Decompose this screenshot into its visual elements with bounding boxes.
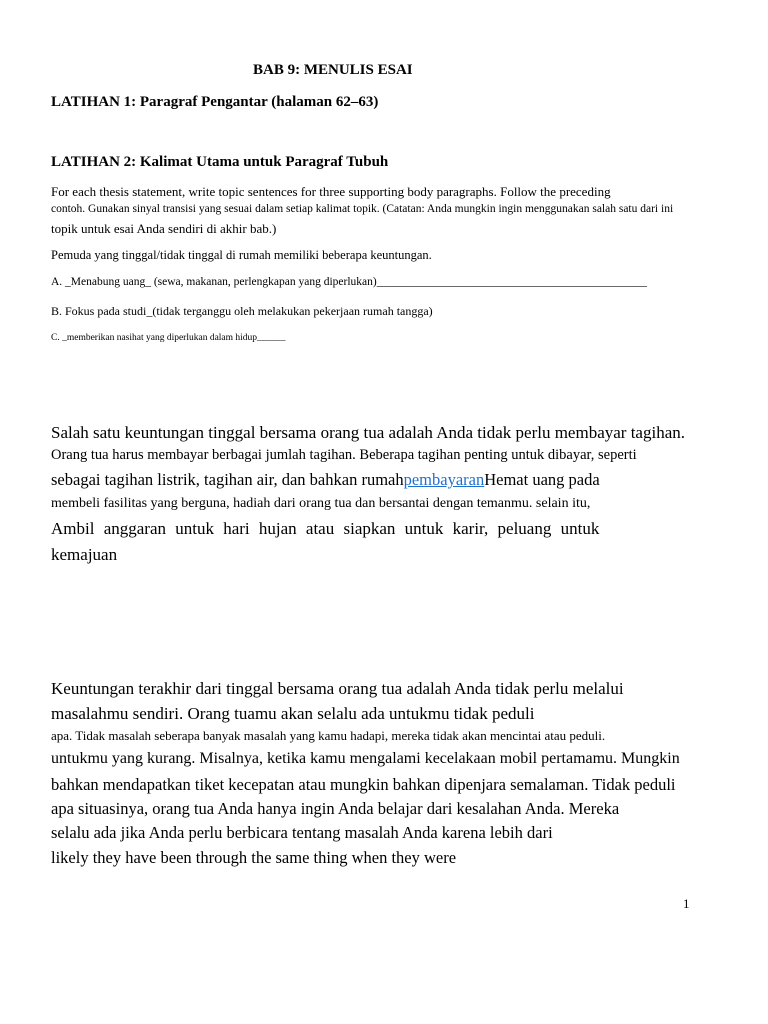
paragraph-1-line-4: membeli fasilitas yang berguna, hadiah dari orang tua dan bersantai dengan temanmu. selain itu, [51,496,591,511]
instructions-line-3: topik untuk esai Anda sendiri di akhir bab.) [51,221,277,236]
paragraph-2-line-8: likely they have been through the same thing when they were [51,848,457,867]
paragraph-1-line-3 [51,470,600,490]
paragraph-1-line-2: Orang tua harus membayar berbagai jumlah tagihan. Beberapa tagihan penting untuk dibayar, seperti [51,447,637,463]
point-c: C. _memberikan nasihat yang diperlukan dalam hidup______ [51,333,286,343]
page-number: 1 [683,896,690,911]
exercise-1-title: LATIHAN 1: Paragraf Pengantar (halaman 62–63) [51,94,379,110]
thesis-statement: Pemuda yang tinggal/tidak tinggal di rumah memiliki beberapa keuntungan. [51,248,432,262]
paragraph-2-line-4: untukmu yang kurang. Misalnya, ketika kamu mengalami kecelakaan mobil pertamamu. Mungkin [51,750,680,767]
paragraph-1-line-6: kemajuan [51,545,118,564]
exercise-2-title: LATIHAN 2: Kalimat Utama untuk Paragraf Tubuh [51,154,389,170]
instructions-line-2: contoh. Gunakan sinyal transisi yang sesuai dalam setiap kalimat topik. (Catatan: Anda mungkin ingin menggunakan salah satu dari ini [51,203,674,215]
paragraph-1-line-3-text: sebagai tagihan listrik, tagihan air, dan bahkan rumah [51,470,404,489]
pembayaran-link[interactable]: pembayaran [403,470,485,489]
chapter-title: BAB 9: MENULIS ESAI [253,62,413,78]
paragraph-1-line-1: Salah satu keuntungan tinggal bersama orang tua adalah Anda tidak perlu membayar tagihan. [51,423,685,442]
point-a: A. _Menabung uang_ (sewa, makanan, perlengkapan yang diperlukan)_______________________________________________ [51,276,647,288]
paragraph-2-line-2: masalahmu sendiri. Orang tuamu akan selalu ada untukmu tidak peduli [51,704,535,723]
paragraph-2-line-7: selalu ada jika Anda perlu berbicara tentang masalah Anda karena lebih dari [51,823,553,842]
paragraph-2-line-5: bahkan mendapatkan tiket kecepatan atau mungkin bahkan dipenjara semalaman. Tidak peduli [51,775,676,794]
paragraph-1-line-3-tail: Hemat uang pada [484,470,600,489]
paragraph-2-line-6: apa situasinya, orang tua Anda hanya ingin Anda belajar dari kesalahan Anda. Mereka [51,799,620,818]
paragraph-2-line-1: Keuntungan terakhir dari tinggal bersama orang tua adalah Anda tidak perlu melalui [51,679,624,698]
paragraph-2-line-3: apa. Tidak masalah seberapa banyak masalah yang kamu hadapi, mereka tidak akan mencintai atau peduli. [51,728,606,743]
instructions-line-1: For each thesis statement, write topic sentences for three supporting body paragraphs. Follow the preceding [51,184,611,199]
point-b: B. Fokus pada studi_(tidak terganggu oleh melakukan pekerjaan rumah tangga) [51,304,433,318]
paragraph-1-line-5: Ambil anggaran untuk hari hujan atau siapkan untuk karir, peluang untuk [51,519,600,538]
